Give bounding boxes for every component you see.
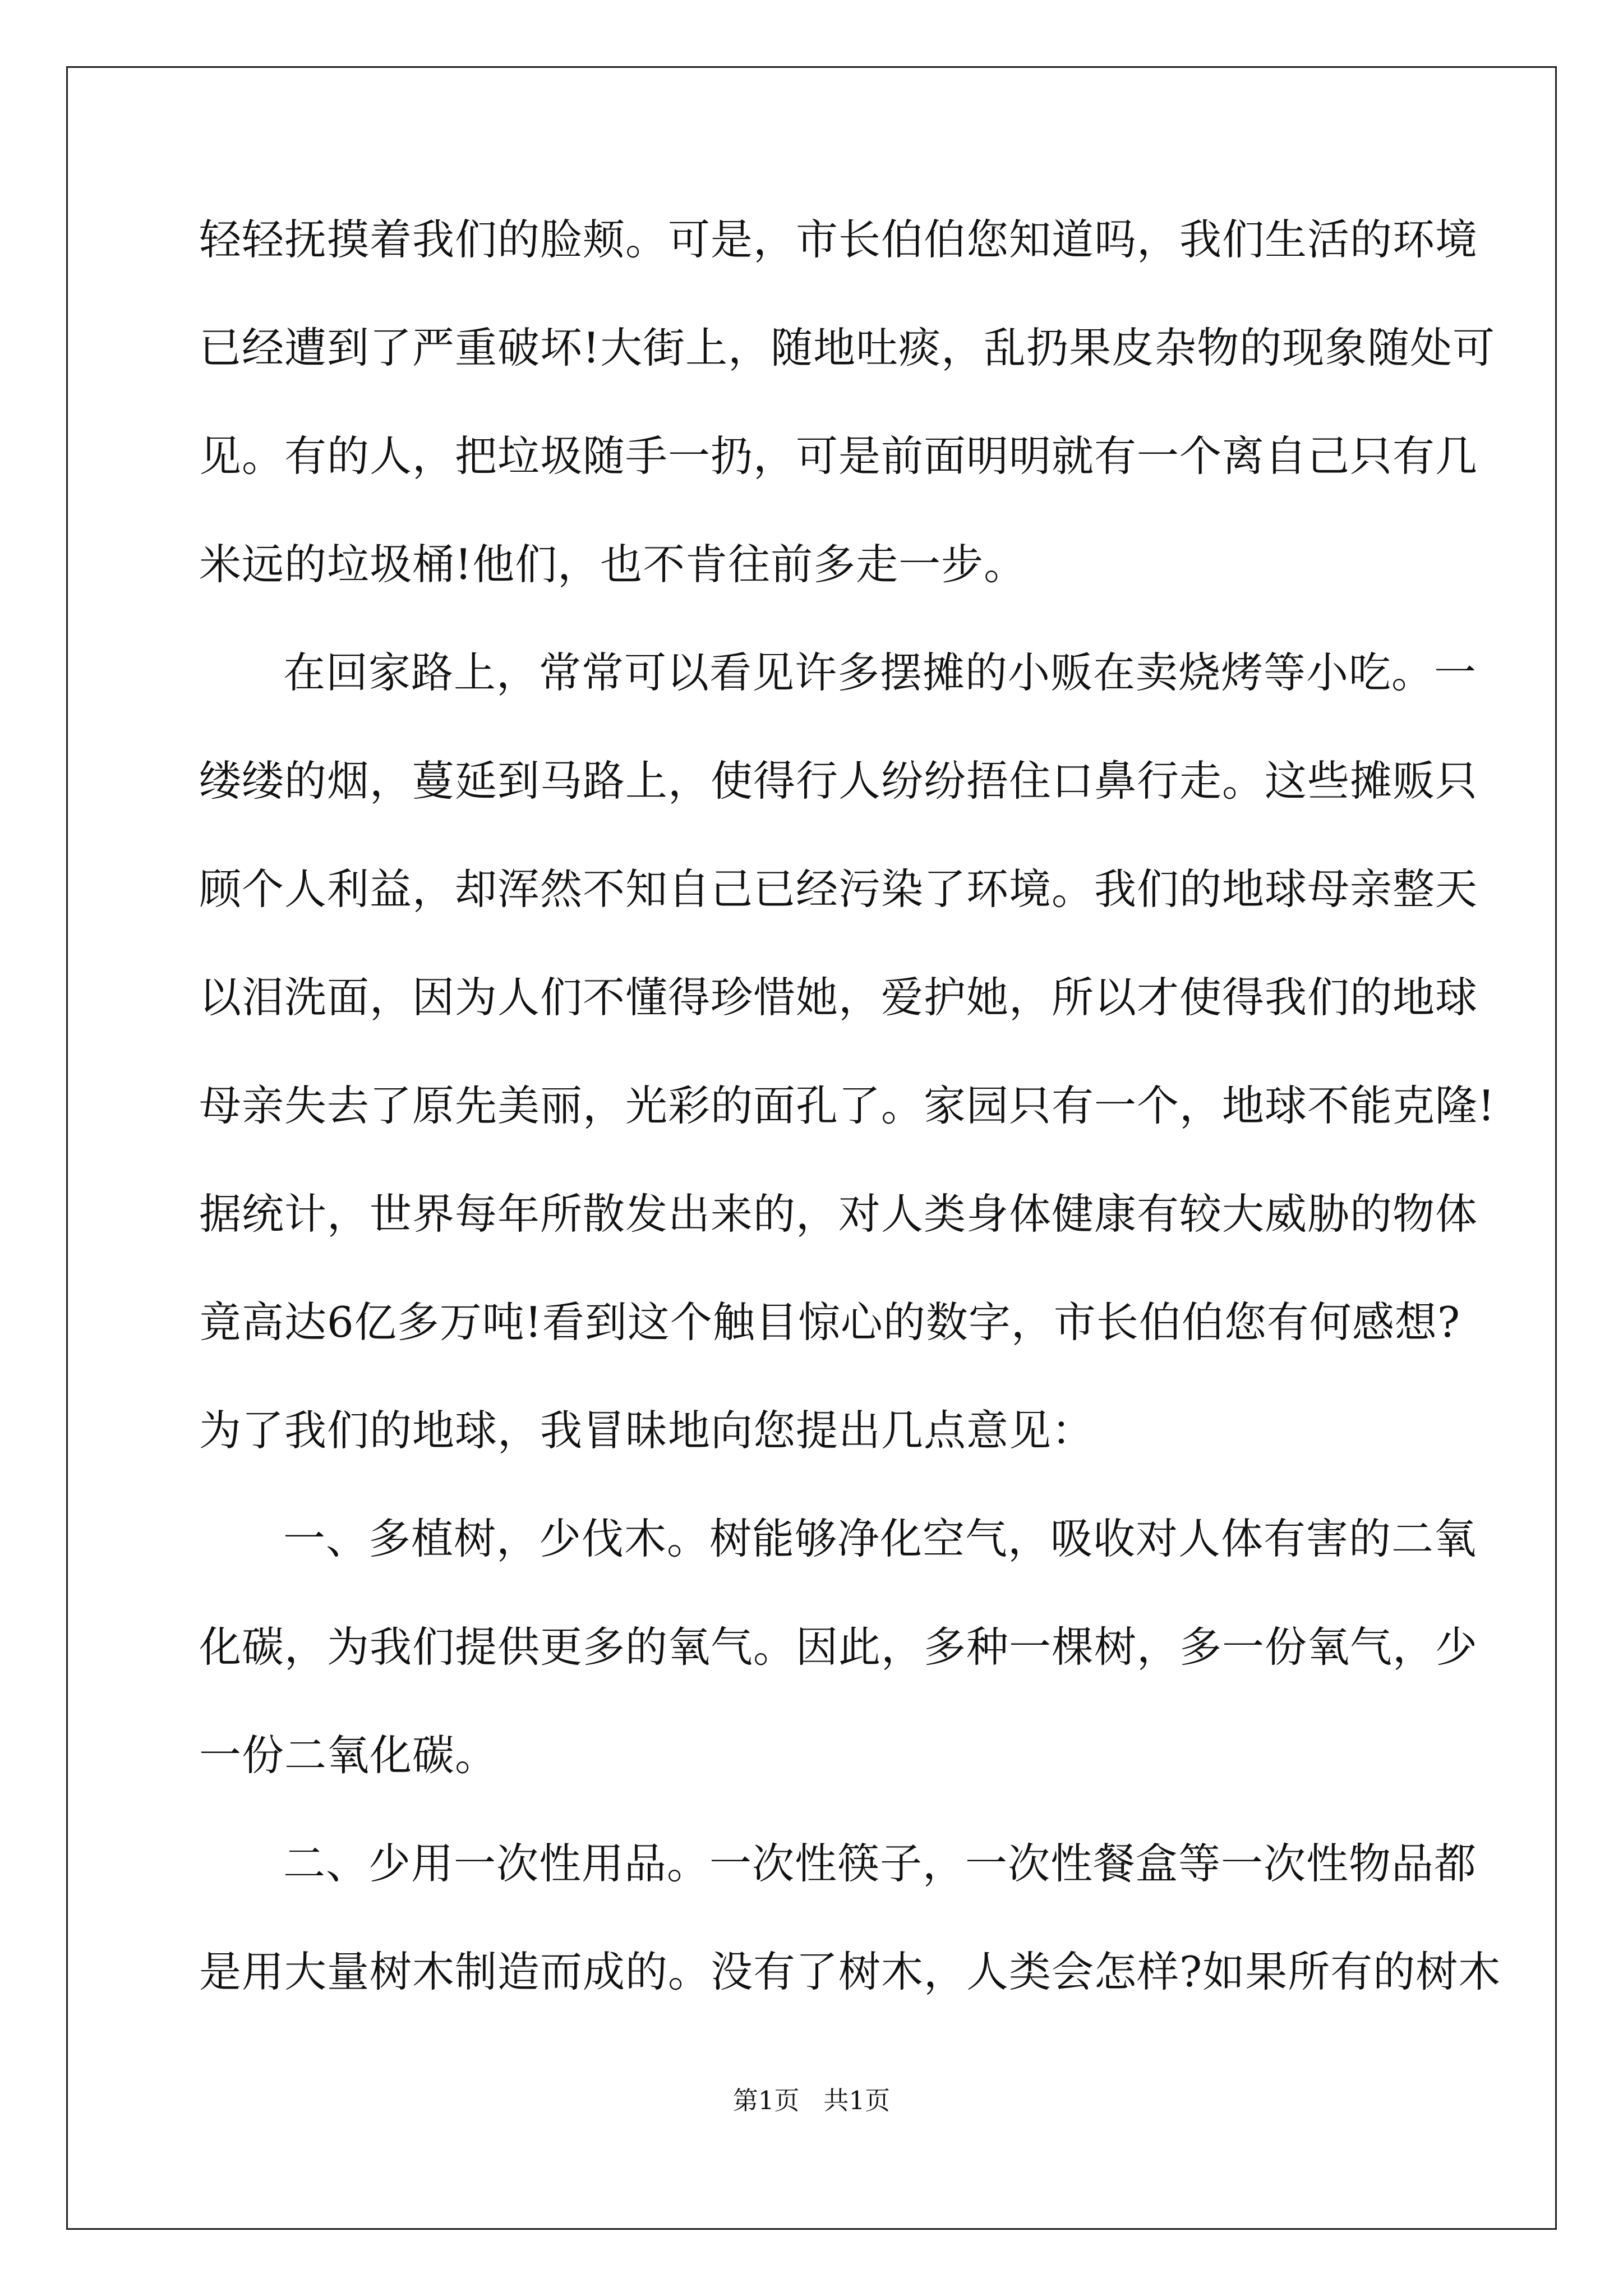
text-line: 已经遭到了严重破坏!大街上，随地吐痰，乱扔果皮杂物的现象随处可 [199, 323, 1496, 372]
paragraph-start-line: 在回家路上，常常可以看见许多摆摊的小贩在卖烧烤等小吃。一 [283, 648, 1477, 697]
text-line: 化碳，为我们提供更多的氧气。因此，多种一棵树，多一份氧气，少 [199, 1622, 1478, 1672]
text-line: 缕缕的烟，蔓延到马路上，使得行人纷纷捂住口鼻行走。这些摊贩只 [199, 756, 1478, 806]
text-line: 见。有的人，把垃圾随手一扔，可是前面明明就有一个离自己只有几 [199, 431, 1478, 481]
page-border [66, 66, 1557, 2230]
text-line: 为了我们的地球，我冒昧地向您提出几点意见： [199, 1406, 1095, 1455]
text-line: 顾个人利益，却浑然不知自己已经污染了环境。我们的地球母亲整天 [199, 864, 1478, 914]
text-line: 以泪洗面，因为人们不懂得珍惜她，爱护她，所以才使得我们的地球 [199, 973, 1478, 1022]
text-line: 竟高达6亿多万吨!看到这个触目惊心的数字，市长伯伯您有何感想? [199, 1297, 1461, 1347]
page-number-footer: 第1页 共1页 [732, 2086, 891, 2115]
text-line: 轻轻抚摸着我们的脸颊。可是，市长伯伯您知道吗，我们生活的环境 [199, 215, 1478, 264]
text-line: 母亲失去了原先美丽，光彩的面孔了。家园只有一个，地球不能克隆! [199, 1081, 1496, 1130]
text-line: 米远的垃圾桶!他们，也不肯往前多走一步。 [199, 540, 1027, 589]
paragraph-start-line: 二、少用一次性用品。一次性筷子，一次性餐盒等一次性物品都 [283, 1839, 1477, 1888]
text-line: 一份二氧化碳。 [199, 1731, 498, 1780]
paragraph-start-line: 一、多植树，少伐木。树能够净化空气，吸收对人体有害的二氧 [283, 1514, 1477, 1563]
text-line: 据统计，世界每年所散发出来的，对人类身体健康有较大威胁的物体 [199, 1189, 1478, 1239]
text-line: 是用大量树木制造而成的。没有了树木，人类会怎样?如果所有的树木 [199, 1947, 1501, 1996]
